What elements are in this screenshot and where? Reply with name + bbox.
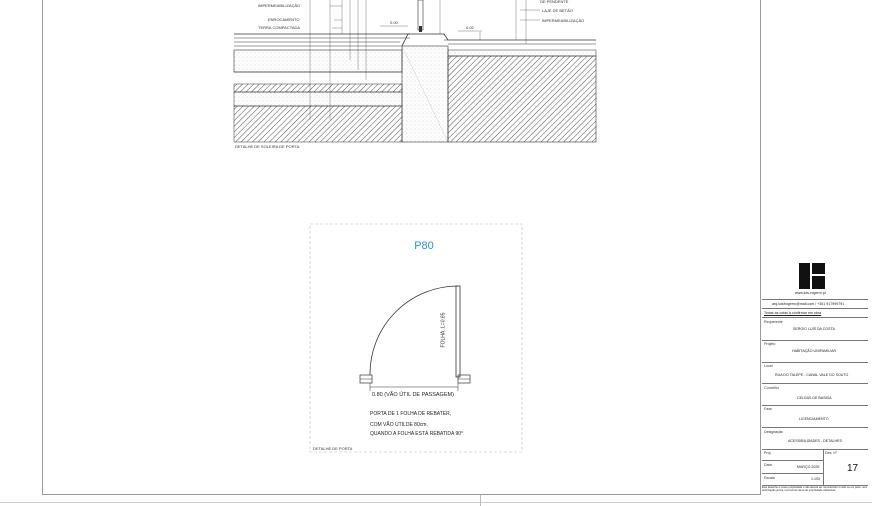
viewport-edge [0, 502, 872, 503]
door-note-1: PORTA DE 1 FOLHA DE REBATER, [370, 411, 452, 417]
section-caption: DETALHE DE SOLEIRA DE PORTA [235, 144, 300, 149]
tb-divider [762, 299, 868, 300]
door-note-2: COM VÃO ÚTILDE 80cm, [370, 422, 428, 428]
tb-divider [762, 362, 868, 363]
tb-divider [762, 449, 868, 450]
tb-projeto: HABITAÇÃO UNIFAMILIAR [792, 349, 837, 353]
tb-data-label: Data [764, 463, 772, 467]
tb-requerente: SERGIO LUÍS DA COSTA [793, 327, 835, 331]
tb-projeto-label: Projeto [764, 342, 776, 346]
tb-website: www.luis-rogerro.pt [795, 291, 826, 295]
section-label-left-1: IMPERMEABILIZAÇÃO [258, 3, 301, 8]
section-dim-left: 0.00 [390, 20, 398, 25]
tb-divider [762, 383, 868, 384]
section-label-left-2: ENROCAMENTO [268, 17, 300, 22]
tb-designacao: ACESSIBILIDADES - DETALHES [788, 439, 842, 443]
tb-local-label: Local [764, 364, 773, 368]
door-note-3: QUANDO A FOLHA ESTÁ REBATIDA 90° [370, 431, 464, 437]
section-label-right-2: LAJE DE BETÃO [542, 8, 573, 13]
tb-footer-note: Este desenho é nosso propriedade e não deverá ser reproduzido no todo ou em parte, sem autorização prévia, nos termos da lei de propriedade intelectual. [762, 486, 868, 492]
tb-escala-label: Escala [764, 476, 775, 480]
tb-fase-label: Fase [764, 407, 772, 411]
tb-fase: LICENCIAMENTO [799, 417, 829, 421]
tb-divider [762, 427, 868, 428]
tb-data: MARÇO 2025 [797, 465, 820, 469]
tb-requerente-label: Requerente [764, 320, 783, 324]
door-opening-label: 0.80 (VÃO ÚTIL DE PASSAGEM) [372, 392, 454, 398]
section-label-right-3: IMPERMEABILIZAÇÃO [542, 18, 585, 23]
tb-des-label: Des. nº [825, 451, 837, 455]
tb-local: RUA DO TALEPE - CANAL VALE DO SOUTO [775, 373, 849, 377]
tb-designacao-label: Designação [764, 430, 783, 434]
section-dim-right: 0.02 [466, 25, 474, 30]
sheet-number: 17 [847, 463, 859, 474]
tb-col-divider [823, 449, 824, 485]
tb-contact: arq.luisfrogerro@mail.com / +351 917999791 [772, 302, 845, 306]
architect-logo [799, 263, 825, 289]
sheet-border-bottom [42, 494, 760, 495]
door-detail-drawing [308, 222, 526, 454]
tb-divider [762, 405, 868, 406]
tb-check-note: Todas as cotas a confirmar em obra [764, 311, 822, 315]
door-leaf-label: FOLHA: L=0.85 [440, 312, 447, 348]
tb-concelho-label: Concelho [764, 386, 780, 390]
tb-divider [762, 340, 868, 341]
section-label-right-1: DE PENDENTE [540, 0, 569, 4]
sheet-border-left [42, 0, 43, 495]
tb-proj-label: Proj. [764, 451, 772, 455]
sheet-border-right [760, 0, 761, 495]
page-split-mark [480, 495, 481, 506]
tb-escala: 1:100 [811, 477, 820, 481]
tb-divider [762, 308, 868, 309]
door-code-title: P80 [414, 240, 434, 252]
tb-divider [762, 473, 823, 474]
door-caption: DETALHE DE PORTA [313, 446, 353, 451]
tb-divider [762, 317, 868, 318]
section-label-left-3: TERRA COMPACTADA [258, 25, 301, 30]
tb-concelho: CELDAS DE BASIDA [797, 396, 832, 400]
tb-divider [762, 460, 823, 461]
